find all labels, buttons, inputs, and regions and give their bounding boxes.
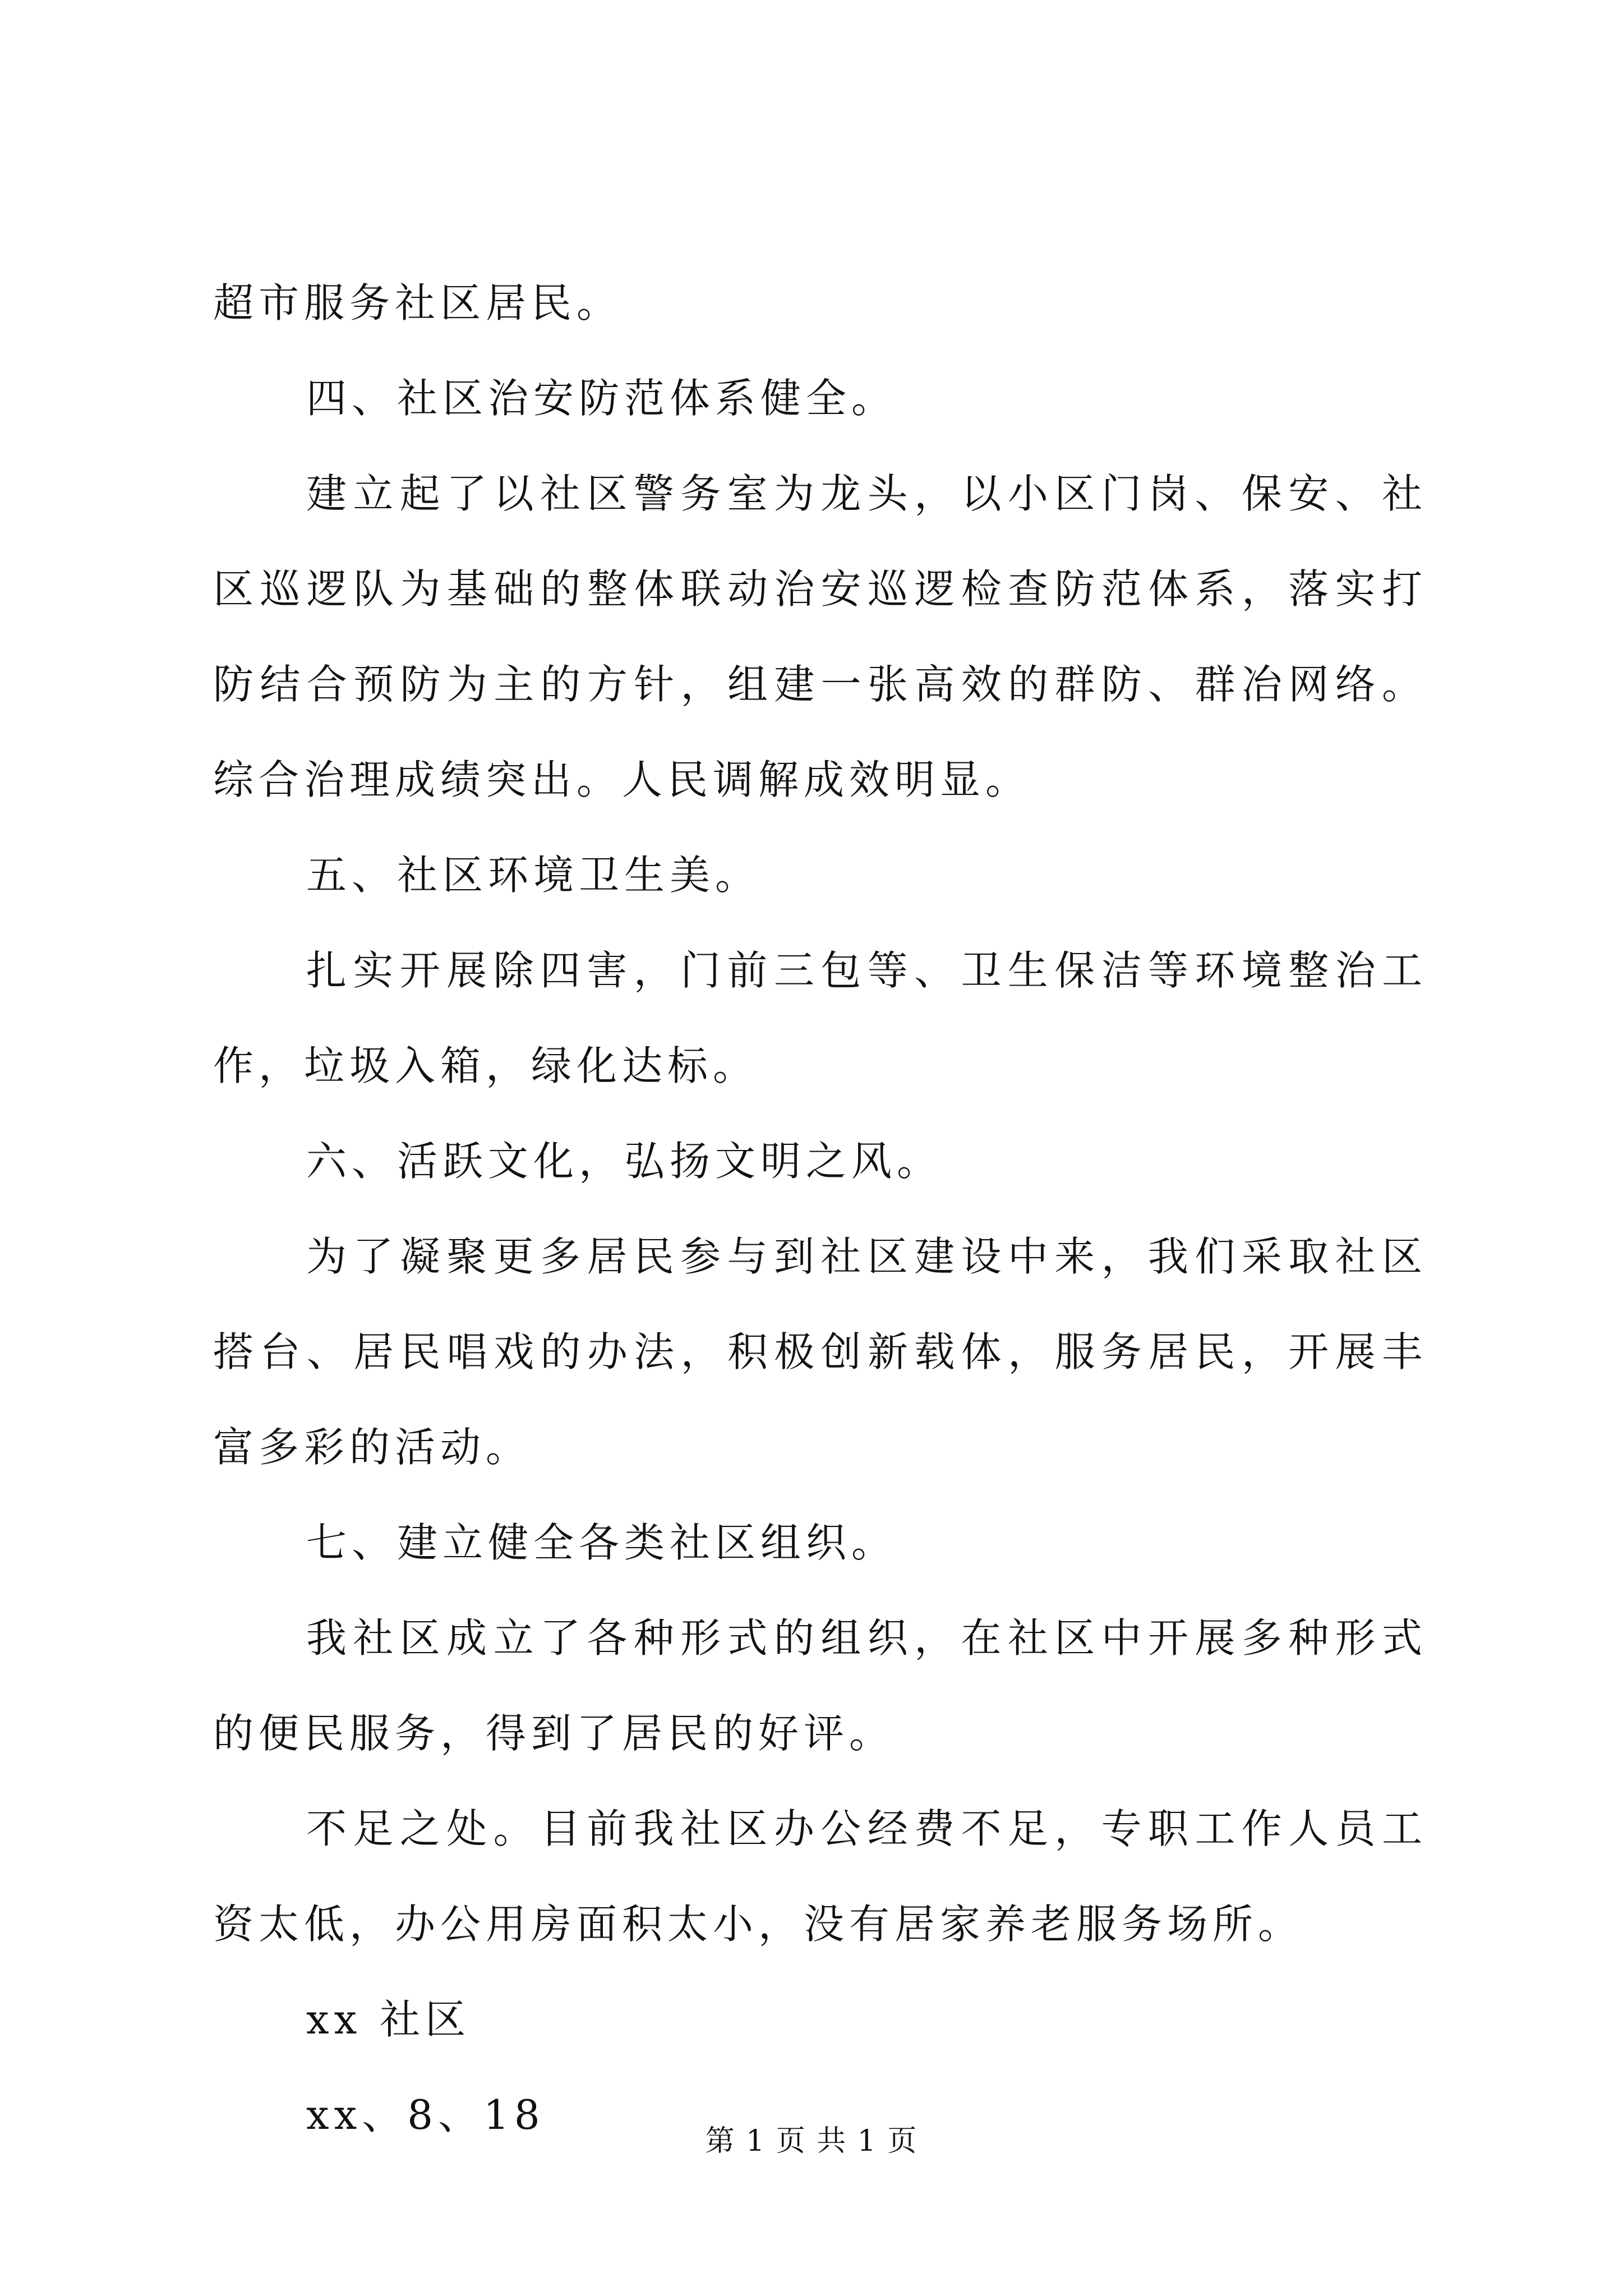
page-footer: 第 1 页 共 1 页 <box>705 2124 918 2158</box>
paragraph-security: 建立起了以社区警务室为龙头，以小区门岗、保安、社区巡逻队为基础的整体联动治安巡逻检查防范体系，落实打防结合预防为主的方针，组建一张高效的群防、群冶网络。综合治理成绩突出。人民调解成效明显。 <box>213 470 1427 803</box>
paragraph-organizations: 我社区成立了各种形式的组织，在社区中开展多种形式的便民服务，得到了居民的好评。 <box>213 1614 1427 1757</box>
section-heading-6: 六、活跃文化，弘扬文明之风。 <box>306 1138 943 1185</box>
signature-date: xx、8、18 <box>306 2091 545 2138</box>
section-heading-7: 七、建立健全各类社区组织。 <box>306 1519 897 1566</box>
document-body <box>213 255 1427 2162</box>
signature-community: xx 社区 <box>306 1996 471 2043</box>
paragraph-environment: 扎实开展除四害，门前三包等、卫生保洁等环境整治工作，垃圾入箱，绿化达标。 <box>213 947 1427 1089</box>
section-heading-5: 五、社区环境卫生美。 <box>306 852 761 899</box>
paragraph-culture: 为了凝聚更多居民参与到社区建设中来，我们采取社区搭台、居民唱戏的办法，积极创新载体，服务居民，开展丰富多彩的活动。 <box>213 1233 1427 1471</box>
paragraph-continuation: 超市服务社区居民。 <box>213 279 623 326</box>
section-heading-4: 四、社区治安防范体系健全。 <box>306 375 897 422</box>
paragraph-shortcomings: 不足之处。目前我社区办公经费不足，专职工作人员工资太低，办公用房面积太小，没有居家养老服务场所。 <box>213 1805 1427 1948</box>
